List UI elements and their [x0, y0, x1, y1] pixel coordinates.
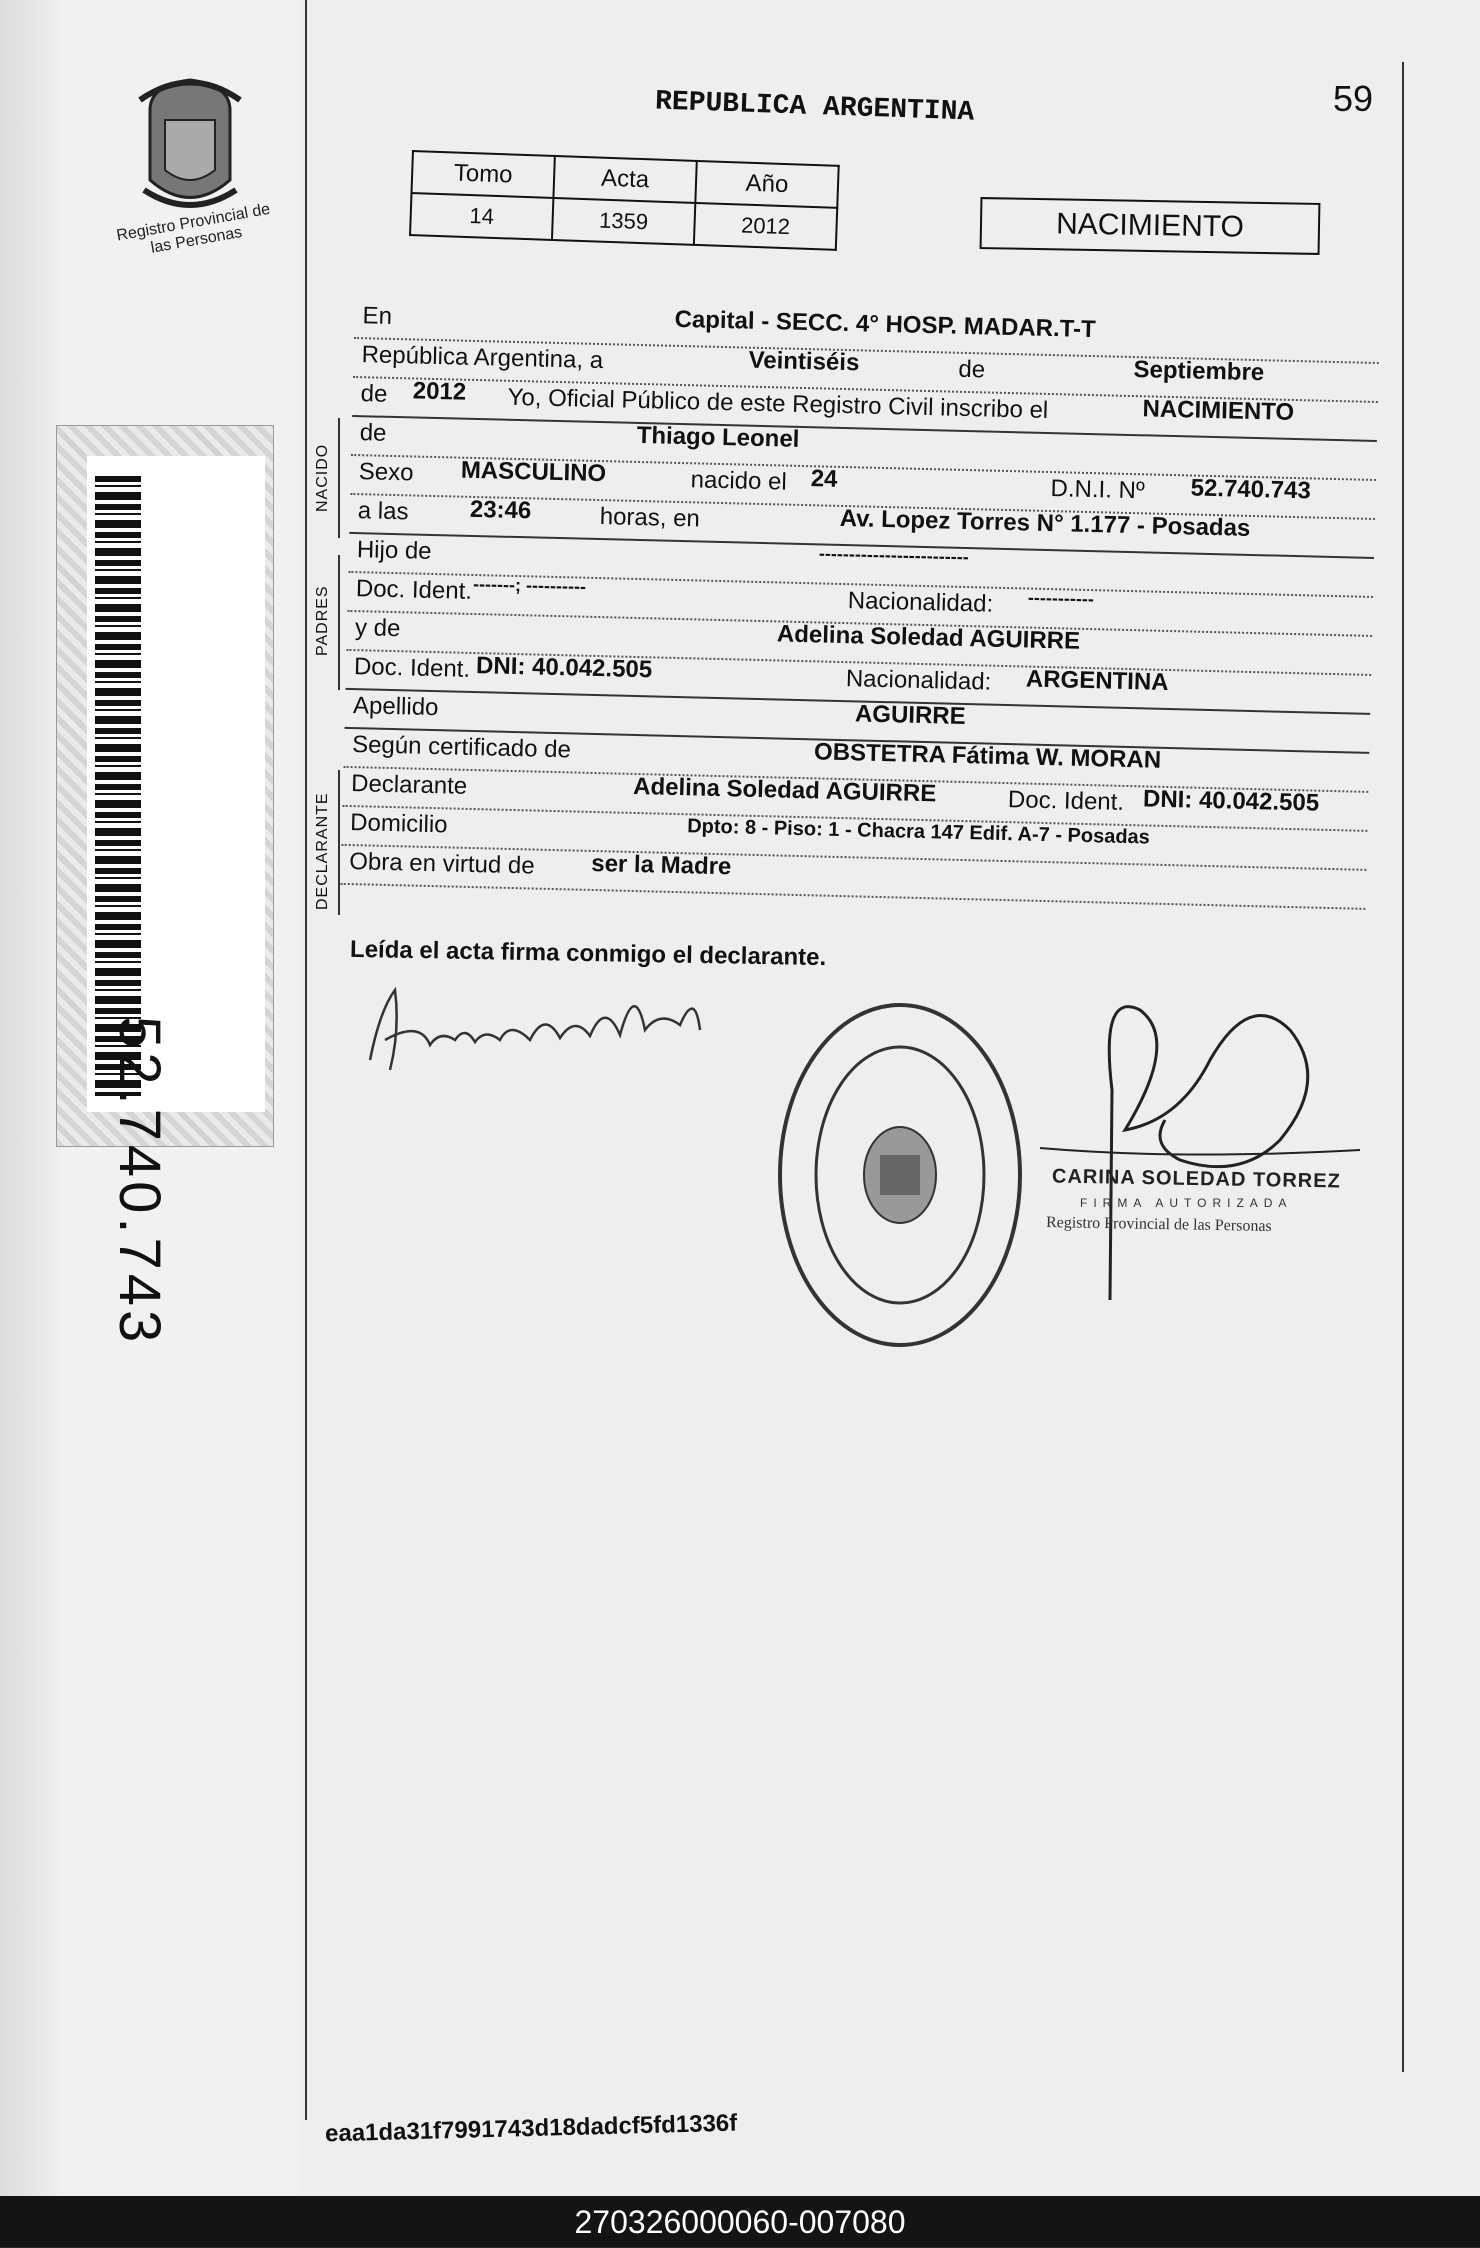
official-name: CARINA SOLEDAD TORREZ	[1051, 1165, 1341, 1193]
registration-month: Septiembre	[1133, 356, 1265, 387]
acta-value: 1359	[552, 198, 695, 245]
ano-header: Año	[695, 161, 838, 208]
declarant-name: Adelina Soledad AGUIRRE	[632, 772, 937, 808]
right-margin-line	[1402, 62, 1404, 2072]
ano-value: 2012	[694, 203, 837, 250]
official-seal	[770, 995, 1030, 1355]
mother-doc: DNI: 40.042.505	[475, 652, 653, 684]
scan-id-footer: 270326000060-007080	[0, 2196, 1480, 2247]
father-nationality: -----------	[1027, 587, 1095, 610]
section-padres: PADRES	[314, 585, 331, 656]
registration-day: Veintiséis	[748, 346, 860, 377]
official-role: FIRMA AUTORIZADA	[1080, 1196, 1293, 1210]
mother-nationality: ARGENTINA	[1025, 665, 1169, 696]
child-sex: MASCULINO	[460, 456, 607, 488]
acta-header: Acta	[553, 156, 696, 203]
barcode-number: 52.740.743	[107, 1016, 172, 1347]
father-name: -------------------------	[818, 543, 970, 568]
record-body: En Capital - SECC. 4° HOSP. MADAR.T-T República Argentina, a Veintiséis de Septiembre de 2012 Yo, Oficial Público de este Registro Civil inscribo el NACIMIENTO de Thiago Leonel Sexo MASCULINO nacido el 24 D.N.I. Nº 52.740.743 a las 23:46 horas, en Av. Lopez Torres N° 1.177 - Posadas Hijo de ------------------------- Doc. Ident. -------; ---------- Nacionalidad: ----------- y de Adelina Soledad AGUIRRE Doc. Ident. DNI: 40.042.505 Nacionalidad: ARGENTINA Apellido AGUIRRE Según certificado de OBSTETRA Fátima W. MORAN Declarante Adelina Soledad AGUIRRE Doc. Ident. DNI: 40.042.505 Domicilio Dpto: 8 - Piso: 1 - Chacra 147 Edif. A-7 - Posadas Obra en virtud de ser la Madre	[341, 300, 1380, 910]
stub-divider	[305, 0, 307, 2120]
tomo-header: Tomo	[411, 151, 554, 198]
barcode	[95, 476, 141, 1096]
child-surname: AGUIRRE	[854, 700, 967, 731]
section-nacido: NACIDO	[314, 443, 331, 512]
tomo-value: 14	[410, 193, 553, 240]
official-registry: Registro Provincial de las Personas	[1045, 1214, 1272, 1235]
inscription-type: NACIMIENTO	[1142, 395, 1295, 426]
birth-time: 23:46	[469, 495, 532, 525]
mother-name: Adelina Soledad AGUIRRE	[776, 620, 1081, 655]
birth-day: 24	[810, 465, 838, 493]
father-doc: -------; ----------	[472, 573, 587, 597]
record-index-table	[409, 150, 840, 251]
section-declarante: DECLARANTE	[314, 792, 331, 910]
declarant-doc: DNI: 40.042.505	[1142, 785, 1320, 817]
certificate-issuer: OBSTETRA Fátima W. MORAN	[813, 738, 1162, 774]
page-number: 59	[1333, 78, 1374, 119]
child-dni: 52.740.743	[1190, 474, 1312, 505]
child-name: Thiago Leonel	[636, 421, 800, 453]
declarant-signature	[360, 970, 720, 1090]
barcode-sticker	[56, 425, 274, 1347]
closing-statement: Leída el acta firma conmigo el declarante.	[349, 935, 827, 972]
declarant-address: Dpto: 8 - Piso: 1 - Chacra 147 Edif. A-7 - Posadas	[686, 815, 1151, 849]
official-signature	[1030, 970, 1370, 1320]
record-type-box: NACIMIENTO	[980, 197, 1321, 255]
place-of-registration: Capital - SECC. 4° HOSP. MADAR.T-T	[674, 305, 1097, 344]
document-title: REPUBLICA ARGENTINA	[654, 86, 975, 129]
registry-label: Registro Provincial de las Personas	[115, 200, 272, 257]
declarant-reason: ser la Madre	[590, 849, 732, 881]
province-logo	[130, 70, 250, 220]
document-hash: eaa1da31f7991743d18dadcf5fd1336f	[324, 2109, 738, 2148]
birth-place: Av. Lopez Torres N° 1.177 - Posadas	[839, 504, 1251, 542]
registration-year: 2012	[412, 377, 467, 406]
